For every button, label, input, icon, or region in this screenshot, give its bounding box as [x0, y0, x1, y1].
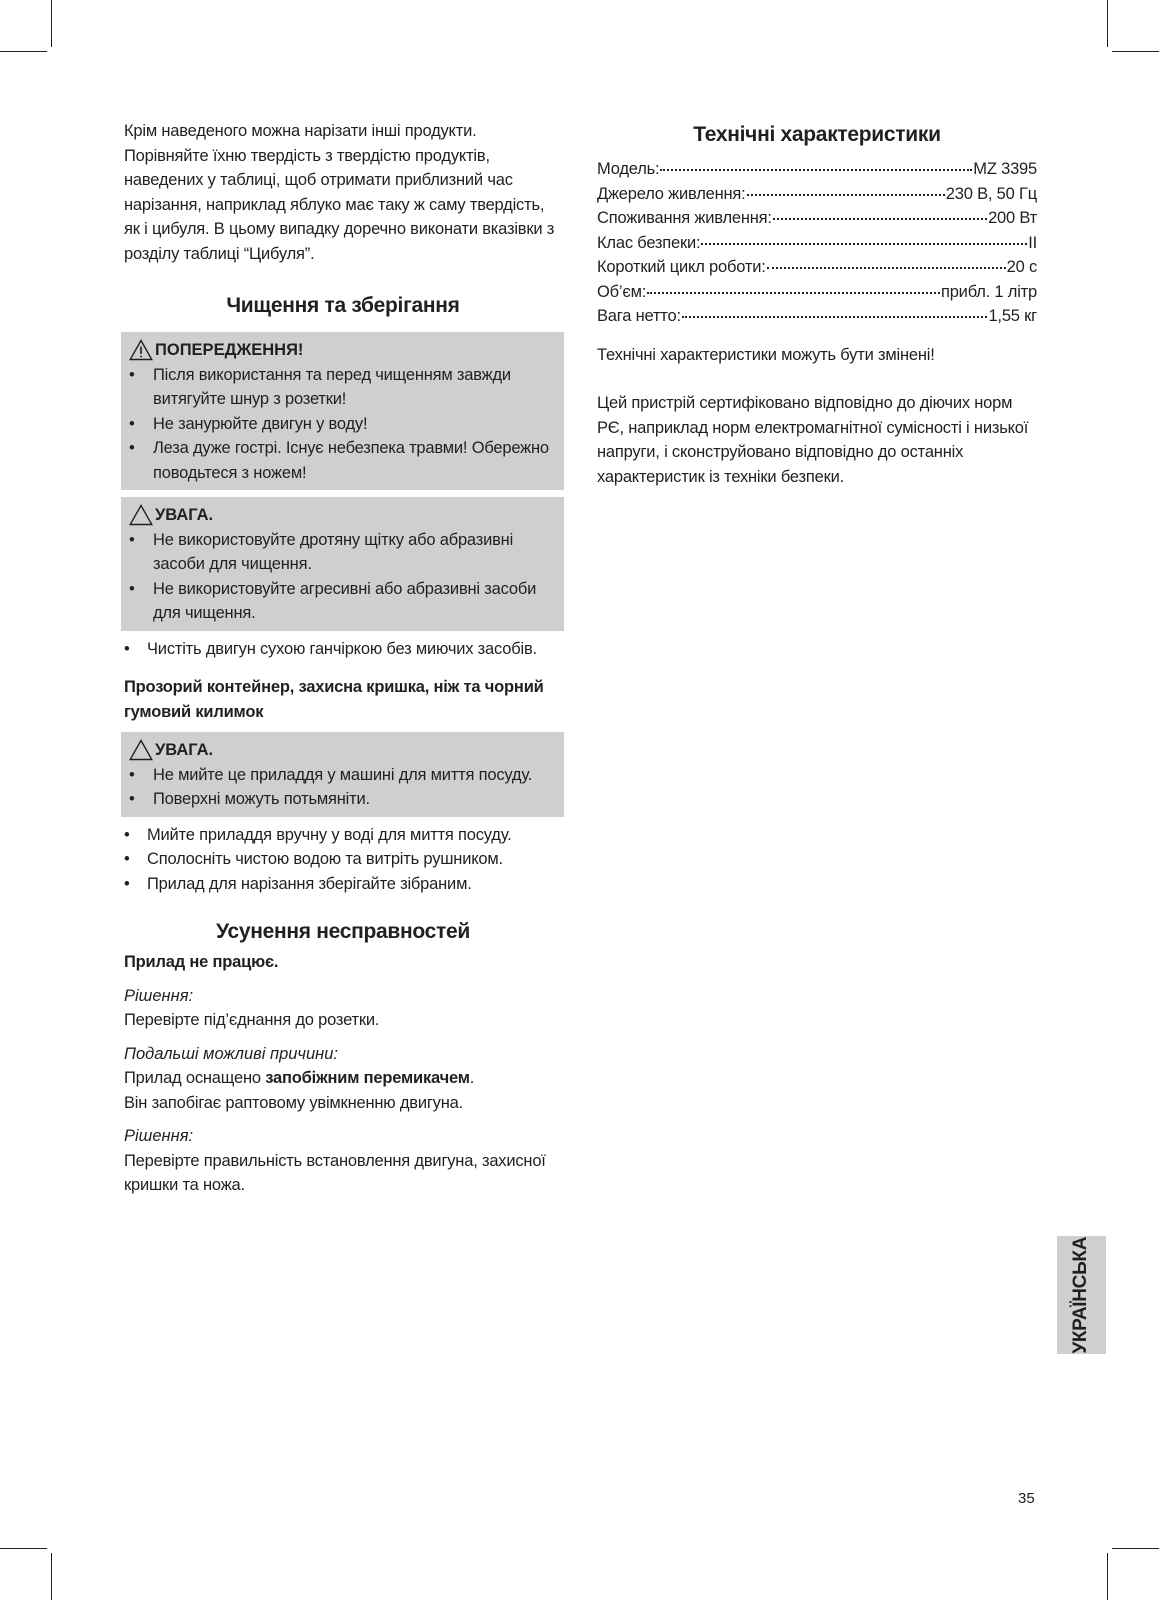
caution-box [121, 497, 564, 631]
troubleshooting-heading: Усунення несправностей [216, 920, 470, 943]
crop-mark [1112, 51, 1159, 52]
specs-list [597, 157, 1037, 329]
spec-value: 230 В, 50 Гц [945, 184, 1037, 203]
crop-mark [51, 0, 52, 47]
spec-row [597, 304, 1037, 329]
solution-text: Перевірте правильність встановлення двигуна, захисної кришки та ножа. [124, 1151, 546, 1194]
list-item: • Сполосніть чистою водою та витріть рушником. [124, 847, 562, 872]
list-item: • Прилад для нарізання зберігайте зібраним. [124, 872, 562, 897]
caution-triangle-icon [129, 504, 153, 526]
spec-value: 200 Вт [988, 209, 1037, 227]
dot-leader [647, 292, 940, 294]
caution-triangle-icon [129, 739, 153, 761]
caution-title [129, 738, 556, 763]
spec-label: Об’єм: [597, 282, 647, 301]
warning-box [121, 332, 564, 490]
solution-label: Рішення: [124, 986, 194, 1005]
cause-text-line2: Він запобігає раптовому увімкненню двигуна. [124, 1093, 463, 1112]
crop-mark [0, 1548, 47, 1549]
dot-leader [747, 194, 945, 196]
spec-label: Короткий цикл роботи: [597, 258, 766, 276]
warning-item: • Леза дуже гострі. Існує небезпека травми! Обережно поводьтеся з ножем! [129, 436, 556, 485]
caution-title-text: УВАГА. [155, 506, 214, 524]
page-number: 35 [1018, 1490, 1035, 1507]
caution-item: • Не використовуйте агресивні або абразивні засоби для чищення. [129, 577, 556, 626]
crop-mark [1107, 1553, 1108, 1600]
spec-label: Вага нетто: [597, 307, 681, 325]
spec-row [597, 255, 1037, 280]
intro-paragraph: Крім наведеного можна нарізати інші продукти. Порівняйте їхню твердість з твердістю продуктів, наведених у таблиці, щоб отримати приблизний час нарізання, наприклад яблуко має таку ж саму твердість, як і цибуля. В цьому випадку доречно виконати вказівки з розділу таблиці “Цибуля”. [124, 122, 555, 263]
dot-leader [660, 169, 972, 171]
spec-value: 20 с [1006, 258, 1037, 276]
accessories-subheading: Прозорий контейнер, захисна кришка, ніж та чорний гумовий килимок [124, 678, 544, 721]
causes-label: Подальші можливі причини: [124, 1044, 338, 1063]
list-item: • Мийте приладдя вручну у воді для миття посуду. [124, 823, 562, 848]
spec-row [597, 280, 1037, 305]
right-column [597, 119, 1037, 489]
spec-value: II [1028, 233, 1037, 252]
spec-label: Джерело живлення: [597, 184, 746, 203]
certification-paragraph: Цей пристрій сертифіковано відповідно до діючих норм РЄ, наприклад норм електромагнітної сумісності і низької напруги, і сконструйовано відповідно до останніх характеристик із техніки безпеки. [597, 394, 1029, 486]
spec-value: MZ 3395 [973, 160, 1037, 178]
caution-box-accessories [121, 732, 564, 817]
caution-item: • Не мийте це приладдя у машині для миття посуду. [129, 763, 556, 788]
caution-title-text: УВАГА. [155, 741, 214, 759]
crop-mark [0, 51, 47, 52]
spec-row [597, 182, 1037, 207]
warning-title-text: ПОПЕРЕДЖЕННЯ! [155, 341, 304, 359]
spec-row [597, 231, 1037, 256]
warning-title [129, 338, 556, 363]
caution-title [129, 503, 556, 528]
dot-leader [767, 267, 1006, 269]
spec-label: Споживання живлення: [597, 209, 772, 227]
warning-triangle-icon [129, 339, 153, 361]
crop-mark [1112, 1548, 1159, 1549]
language-tab [1057, 1236, 1106, 1354]
problem-heading: Прилад не працює. [124, 953, 279, 971]
caution-item: • Не використовуйте дротяну щітку або абразивні засоби для чищення. [129, 528, 556, 577]
cause-text-pre: Прилад оснащено [124, 1069, 266, 1087]
cause-text-bold: запобіжним перемикачем [265, 1069, 470, 1087]
dot-leader [701, 243, 1027, 245]
warning-item: • Після використання та перед чищенням завжди витягуйте шнур з розетки! [129, 363, 556, 412]
left-column [124, 119, 562, 1198]
cause-text [124, 1066, 562, 1091]
crop-mark [51, 1553, 52, 1600]
spec-value: прибл. 1 літр [940, 282, 1037, 301]
crop-mark [1107, 0, 1108, 47]
list-item: • Чистіть двигун сухою ганчіркою без миючих засобів. [124, 637, 562, 662]
warning-item: • Не занурюйте двигун у воду! [129, 412, 556, 437]
spec-label: Модель: [597, 160, 660, 178]
dot-leader [682, 316, 988, 318]
solution-text: Перевірте під’єднання до розетки. [124, 1011, 380, 1029]
solution-label: Рішення: [124, 1127, 194, 1145]
specs-heading: Технічні характеристики [693, 123, 941, 146]
language-tab-label: УКРАЇНСЬКА [1070, 1236, 1092, 1354]
cause-text-post: . [469, 1069, 475, 1087]
spec-row [597, 206, 1037, 231]
specs-note: Технічні характеристики можуть бути змінені! [597, 345, 935, 364]
caution-item: • Поверхні можуть потьмяніти. [129, 787, 556, 812]
spec-label: Клас безпеки: [597, 233, 701, 252]
spec-row [597, 157, 1037, 182]
dot-leader [773, 218, 987, 220]
spec-value: 1,55 кг [988, 307, 1037, 325]
cleaning-heading: Чищення та зберігання [226, 294, 460, 317]
